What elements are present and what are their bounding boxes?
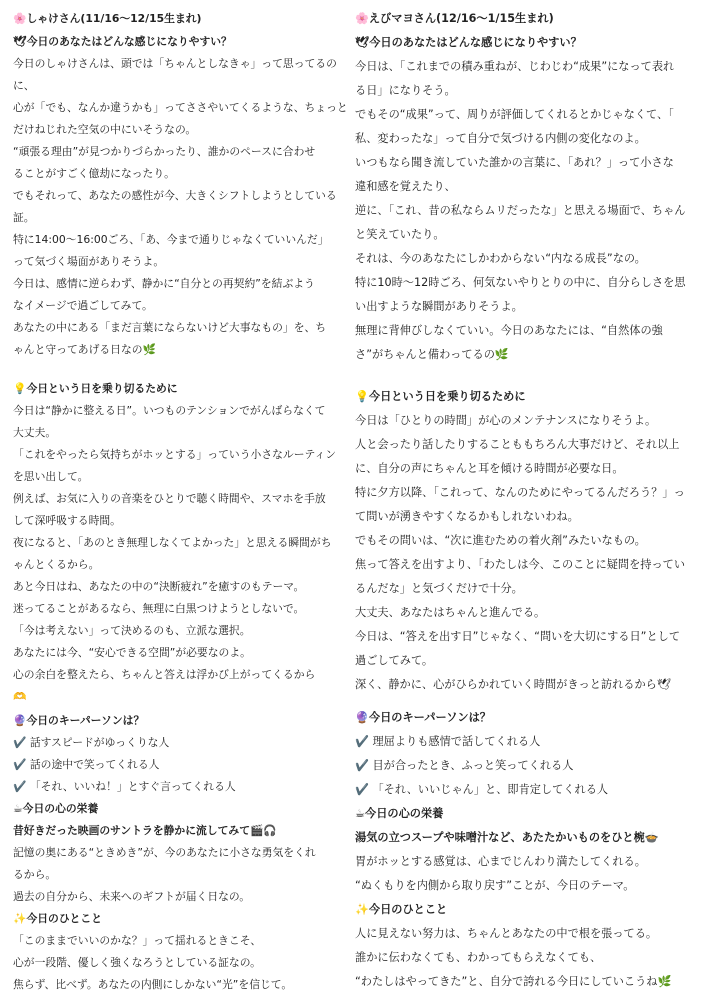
- text-line: ることがすごく億劫になったり。: [13, 167, 175, 180]
- text-line: 焦らず、比べず。あなたの内側にしかない“光”を信じて。: [13, 978, 293, 991]
- text-line: い出すような瞬間がありそうよ。: [355, 300, 523, 313]
- text-line: “わたしはやってきた”と、自分で誇れる今日にしていこうね🌿: [355, 975, 672, 988]
- list-item: ✔️ 話すスピードがゆっくりな人: [13, 736, 170, 749]
- list-item: ✔️ 「それ、いいじゃん」と、即肯定してくれる人: [355, 783, 609, 796]
- text-line: 過ごしてみて。: [355, 654, 434, 667]
- left-sec5-body: [13, 930, 292, 996]
- list-item: ✔️ 目が合ったとき、ふっと笑ってくれる人: [355, 759, 574, 772]
- text-line: 今日は、「これまでの積み重ねが、じわじわ“成果”になって表れ: [355, 60, 675, 73]
- text-line: 無理に背伸びしなくていい。今日のあなたには、“自然体の強: [355, 324, 663, 337]
- text-line: 例えば、お気に入りの音楽をひとりで聴く時間や、スマホを手放: [13, 492, 326, 505]
- text-line: 人と会ったり話したりすることももちろん大事だけど、それ以上: [355, 438, 680, 451]
- text-line: 🫶: [13, 690, 27, 703]
- left-sec1-title: 🕊今日のあなたはどんな感じになりやすい？: [13, 35, 232, 48]
- text-line: る日」になりそう。: [355, 84, 456, 97]
- right-sec3-title: 🔮今日のキーパーソンは？: [355, 711, 491, 724]
- text-line: ゃんとくるから。: [13, 558, 100, 571]
- left-header: 🌸しゃけさん(11/16〜12/15生まれ): [13, 12, 202, 25]
- text-line: 夜になると、「あのとき無理しなくてよかった」と思える瞬間がち: [13, 536, 332, 549]
- right-sec4-body: [355, 850, 646, 898]
- right-sec4-subtitle: 湯気の立つスープや味噌汁など、あたたかいものをひと椀🍲: [355, 831, 659, 844]
- text-line: るから。: [13, 868, 57, 881]
- left-sec4-subtitle: 昔好きだった映画のサントラを静かに流してみて🎬🎧: [13, 824, 277, 837]
- text-line: を思い出して。: [13, 470, 89, 483]
- text-line: 特に14:00〜16:00ごろ、「あ、今まで通りじゃなくていいんだ」: [13, 233, 329, 246]
- text-line: るんだな」と気づくだけで十分。: [355, 582, 523, 595]
- text-line: 焦って答えを出すより、「わたしは今、このことに疑問を持ってい: [355, 558, 686, 571]
- text-line: でもその問いは、“次に進むための着火剤”みたいなもの。: [355, 534, 646, 547]
- right-sec5-body: [355, 922, 671, 994]
- text-line: 「これをやったら気持ちがホッとする」っていう小さなルーティン: [13, 448, 337, 461]
- text-line: 大丈夫、あなたはちゃんと進んでる。: [355, 606, 546, 619]
- text-line: 逆に、「これ、昔の私ならムリだったな」と思える場面で、ちゃん: [355, 204, 686, 217]
- list-item: ✔️ 「それ、いいね！」とすぐ言ってくれる人: [13, 780, 236, 793]
- right-sec2-body: [355, 409, 685, 697]
- left-sec2-body: [13, 400, 336, 708]
- text-line: 誰かに伝わなくても、わかってもらえなくても、: [355, 951, 602, 964]
- text-line: って気づく場面がありそうよ。: [13, 255, 165, 268]
- left-sec3-title: 🔮今日のキーパーソンは？: [13, 714, 145, 727]
- text-line: あなたの中にある「まだ言葉にならないけど大事なもの」を、ち: [13, 321, 327, 334]
- text-line: 今日は、感情に逆らわず、静かに“自分との再契約”を結ぶよう: [13, 277, 315, 290]
- left-sec4-body: [13, 842, 316, 908]
- text-line: さ”がちゃんと備わってるの🌿: [355, 348, 509, 361]
- text-line: 違和感を覚えたり、: [355, 180, 456, 193]
- list-item: ✔️ 理屈よりも感情で話してくれる人: [355, 735, 541, 748]
- right-keyperson-list: [355, 730, 608, 802]
- text-line: 証。: [13, 211, 35, 224]
- text-line: あなたには今、“安心できる空間”が必要なのよ。: [13, 646, 251, 659]
- text-line: それは、今のあなたにしかわからない“内なる成長”なの。: [355, 252, 646, 265]
- text-line: 過去の自分から、未来へのギフトが届く日なの。: [13, 890, 251, 903]
- list-item: ✔️ 話の途中で笑ってくれる人: [13, 758, 160, 771]
- text-line: 心の余白を整えたら、ちゃんと答えは浮かび上がってくるから: [13, 668, 316, 681]
- left-sec5-title: ✨今日のひとこと: [13, 912, 103, 925]
- text-line: 特に10時〜12時ごろ、何気ないやりとりの中に、自分らしさを思: [355, 276, 686, 289]
- text-line: 特に夕方以降、「これって、なんのためにやってるんだろう？」っ: [355, 486, 685, 499]
- text-line: “ぬくもりを内側から取り戻す”ことが、今日のテーマ。: [355, 879, 635, 892]
- text-line: に、: [13, 79, 35, 92]
- text-line: 深く、静かに、心がひらかれていく時間がきっと訪れるから🕊: [355, 678, 672, 691]
- right-sec5-title: ✨今日のひとこと: [355, 903, 448, 916]
- text-line: 今日は「ひとりの時間」が心のメンテナンスになりそうよ。: [355, 414, 657, 427]
- text-line: でもそれって、あなたの感性が今、大きくシフトしようとしている: [13, 189, 337, 202]
- text-line: と笑えていたり。: [355, 228, 445, 241]
- right-sec1-body: [355, 55, 686, 367]
- text-line: 「今は考えない」って決めるのも、立派な選択。: [13, 624, 251, 637]
- text-line: 心が「でも、なんか違うかも」ってささやいてくるような、ちょっと: [13, 101, 348, 114]
- left-keyperson-list: [13, 732, 236, 798]
- text-line: 私、変わったな」って自分で気づける内側の変化なのよ。: [355, 132, 646, 145]
- text-line: 迷ってることがあるなら、無理に白黒つけようとしないで。: [13, 602, 305, 615]
- text-line: 大丈夫。: [13, 426, 57, 439]
- text-line: 今日は“静かに整える日”。いつものテンションでがんばらなくて: [13, 404, 326, 417]
- left-sec2-title: 💡今日という日を乗り切るために: [13, 382, 178, 395]
- text-line: 心が一段階、優しく強くなろうとしている証なの。: [13, 956, 261, 969]
- text-line: 「このままでいいのかな？」って揺れるときこそ、: [13, 934, 262, 947]
- text-line: だけねじれた空気の中にいそうなの。: [13, 123, 197, 136]
- text-line: に、自分の声にちゃんと耳を傾ける時間が必要な日。: [355, 462, 624, 475]
- text-line: ゃんと守ってあげる日なの🌿: [13, 343, 157, 356]
- text-line: なイメージで過ごしてみて。: [13, 299, 153, 312]
- text-line: 今日は、“答えを出す日”じゃなく、“問いを大切にする日”として: [355, 630, 681, 643]
- text-line: いつもなら聞き流していた誰かの言葉に、「あれ？」って小さな: [355, 156, 674, 169]
- text-line: “頑張る理由”が見つかりづらかったり、誰かのペースに合わせ: [13, 145, 316, 158]
- text-line: 胃がホッとする感覚は、心までじんわり満たしてくれる。: [355, 855, 646, 868]
- text-line: して深呼吸する時間。: [13, 514, 121, 527]
- text-line: 今日のしゃけさんは、頭では「ちゃんとしなきゃ」って思ってるの: [13, 57, 337, 70]
- text-line: 記憶の奥にある“ときめき”が、今のあなたに小さな勇気をくれ: [13, 846, 316, 859]
- left-sec1-body: [13, 53, 348, 361]
- right-header: 🌸えびマヨさん(12/16〜1/15生まれ): [355, 12, 554, 25]
- right-sec4-title: ☕今日の心の栄養: [355, 807, 444, 820]
- text-line: でもその“成果”って、周りが評価してくれるとかじゃなくて、「: [355, 108, 674, 121]
- right-sec2-title: 💡今日という日を乗り切るために: [355, 390, 526, 403]
- text-line: あと今日はね、あなたの中の“決断疲れ”を癒すのもテーマ。: [13, 580, 305, 593]
- text-line: て問いが湧きやすくなるかもしれないわね。: [355, 510, 579, 523]
- right-sec1-title: 🕊今日のあなたはどんな感じになりやすい？: [355, 36, 582, 49]
- text-line: 人に見えない努力は、ちゃんとあなたの中で根を張ってる。: [355, 927, 658, 940]
- left-sec4-title: ☕今日の心の栄養: [13, 802, 99, 815]
